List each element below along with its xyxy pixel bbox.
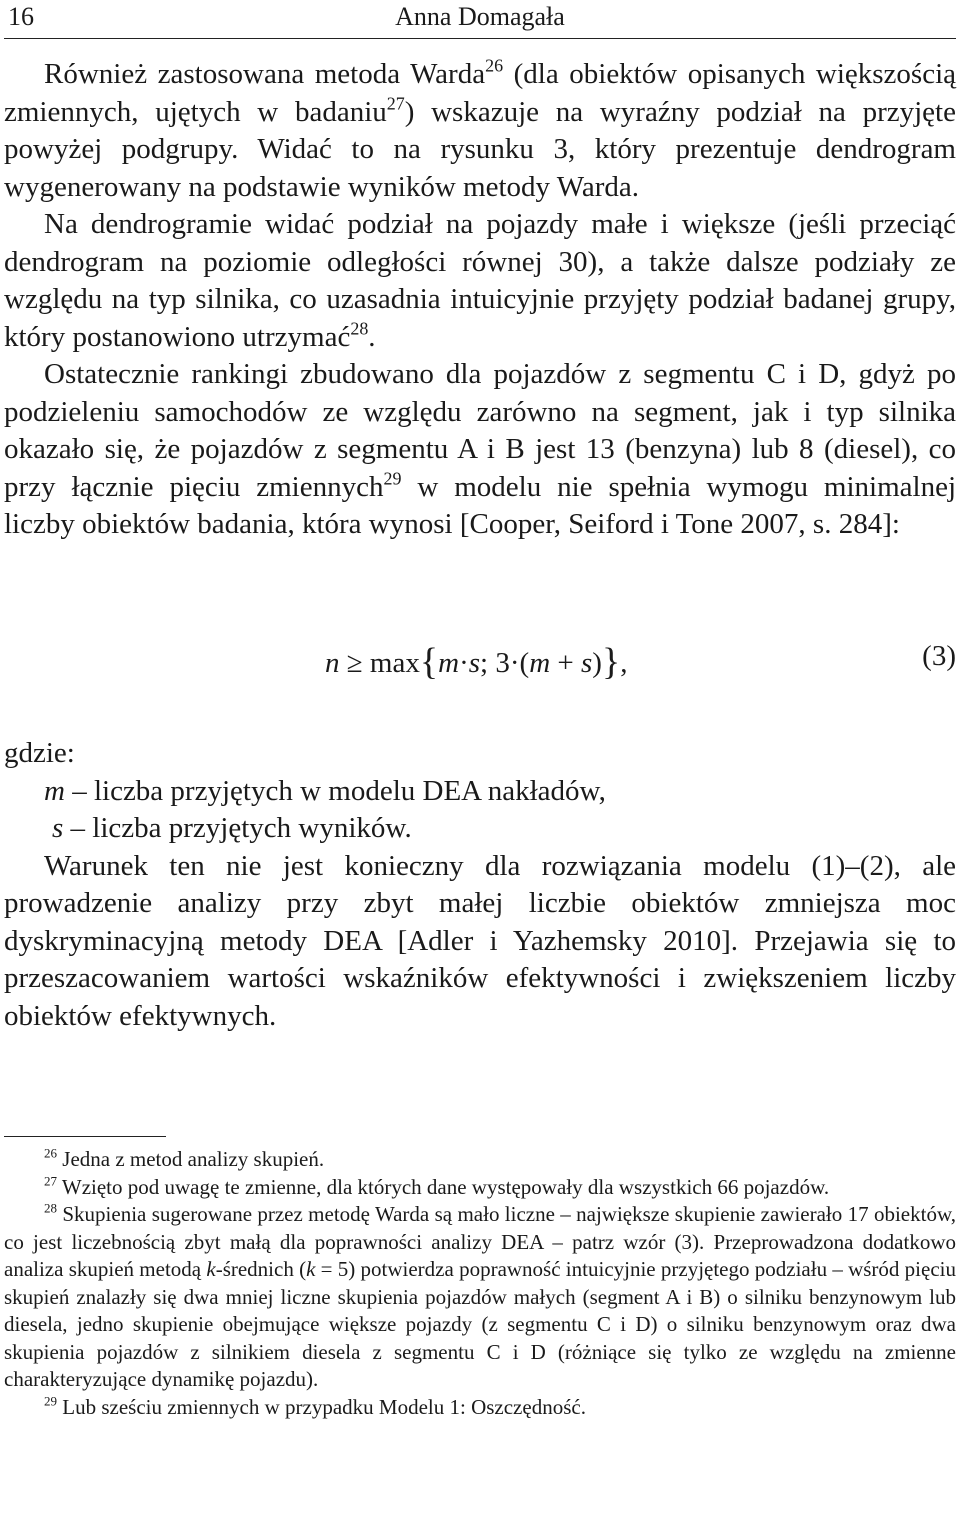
footnote-ref-29[interactable]: 29	[383, 467, 402, 488]
paragraph-rankings: Ostatecznie rankingi zbudowano dla pojazdów z segmentu C i D, gdyż po podzieleniu samochodów ze względu zarówno na segment, jak i typ silnika okazało się, że pojazdów z segmentu A i B jest 13 (benzyna) lub 8 (diesel), co przy łącznie pięciu zmiennych$^{29}$ w modelu nie spełnia wymogu minimalnej liczby obiektów badania, która wynosi [Cooper, Seiford i Tone 2007, s. 284]:	[4, 358, 957, 540]
paragraph-dendrogram: Na dendrogramie widać podział na pojazdy małe i większe (jeśli przeciąć dendrogram na poziomie odległości równej 30), a także dalsze podziały ze względu na typ silnika, co uzasadnia intuicyjnie przyjęty podział badanej grupy, który postanowiono utrzymać$^{28}$.	[4, 208, 956, 353]
page-number: 16	[8, 2, 34, 31]
running-header	[4, 0, 956, 39]
footnote-ref-26[interactable]: 26	[485, 55, 504, 76]
definition-m: m – liczba przyjętych w modelu DEA nakładów,	[44, 774, 606, 807]
paragraph-condition: Warunek ten nie jest konieczny dla rozwiązania modelu (1)–(2), ale prowadzenie analizy przy zbyt małej liczbie obiektów zmniejsza moc dyskryminacyjną metody DEA [Adler i Yazhemsky 2010]. Przejawia się to przeszacowaniem wartości wskaźników efektywności i zwiększeniem liczby obiektów efektywnych.	[4, 849, 956, 1032]
running-head-author: Anna Domagała	[395, 2, 565, 31]
paragraph-ward-method: Również zastosowana metoda Warda$^{26}$ (dla obiektów opisanych większością zmiennych, ujętych w badaniu$^{27}$) wskazuje na wyraźny podział na przyjęte powyżej podgrupy. Widać to na rysunku 3, który prezentuje dendrogram wygenerowany na podstawie wyników metody Warda.	[4, 55, 956, 203]
equation-number: (3)	[922, 640, 956, 672]
footnote-ref-28[interactable]: 28	[350, 317, 369, 338]
footnote-separator	[4, 1136, 166, 1137]
where-label: gdzie:	[4, 737, 75, 769]
equation-expression: n ≥ max{m·s; 3·(m + s)},	[325, 641, 628, 683]
footnote-28: $^{28}$ Skupienia sugerowane przez metodę Warda są mało liczne – największe skupienie zawierało 17 obiektów, co jest liczebnością zbyt małą dla poprawności analizy DEA – patrz wzór (3). Przeprowadzona dodatkowo analiza skupień metodą k-średnich (k = 5) potwierdza poprawność intuicyjnie przyjętego podziału – wśród pięciu skupień znalazły się dwa mniej liczne skupienia pojazdów małych (segment A i B) o silniku benzynowym lub diesela, jedno skupienie obejmujące większe pojazdy (z segmentu C i D) o silniku benzynowym oraz dwa skupienia pojazdów z silnikiem diesela z segmentu C i D (różniące się tylko ze względu na zmienne charakteryzujące dynamikę pojazdu).	[4, 1200, 956, 1391]
definition-s: s – liczba przyjętych wyników.	[52, 812, 412, 844]
variable-definitions	[4, 735, 956, 1035]
footnote-29: $^{29}$ Lub sześciu zmiennych w przypadku Modelu 1: Oszczędność.	[44, 1393, 586, 1419]
equation-3	[0, 632, 956, 682]
footnote-ref-27[interactable]: 27	[386, 92, 405, 113]
footnote-27: $^{27}$ Wzięto pod uwagę te zmienne, dla których dane występowały dla wszystkich 66 pojazdów.	[44, 1173, 830, 1199]
footnote-26: $^{26}$ Jedna z metod analizy skupień.	[44, 1145, 325, 1171]
footnotes	[4, 1146, 956, 1421]
body-text	[4, 56, 956, 544]
